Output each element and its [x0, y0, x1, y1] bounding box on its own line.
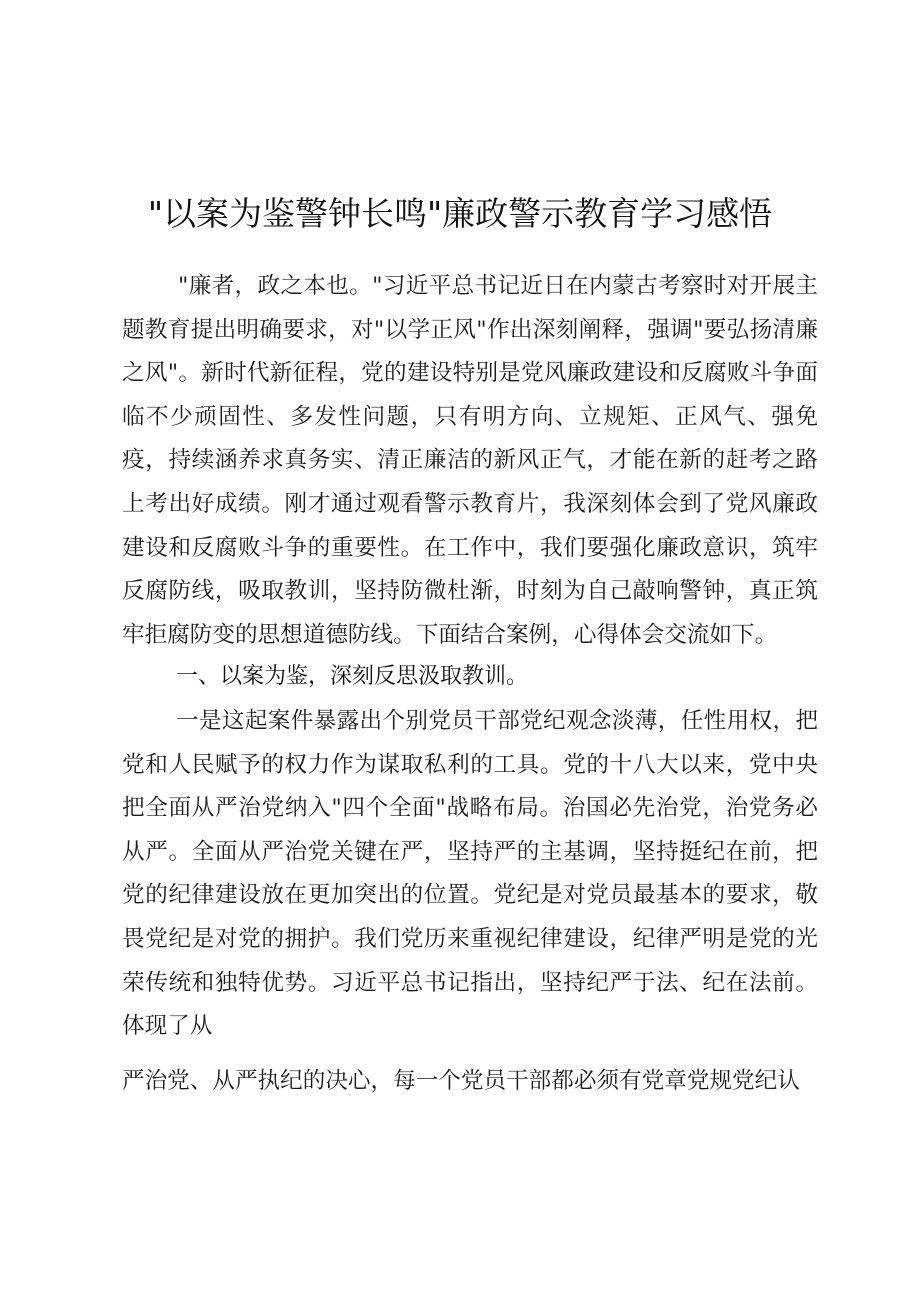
section-one-heading: 一、以案为鉴，深刻反思汲取教训。	[176, 664, 529, 689]
intro-paragraph: "廉者，政之本也。"习近平总书记近日在内蒙古考察时对开展主题教育提出明确要求，对"以学正风"作出深刻阐释，强调"要弘扬清廉之风"。新时代新征程，党的建设特别是党风廉政建设和反腐败斗争面临不少顽固性、多发性问题，只有明方向、立规矩、正风气、强免疫，持续涵养求真务实、清正廉洁的新风正气，才能在新的赶考之路上考出好成绩。刚才通过观看警示教育片，我深刻体会到了党风廉政建设和反腐败斗争的重要性。在工作中，我们要强化廉政意识，筑牢反腐防线，吸取教训，坚持防微杜渐，时刻为自己敲响警钟，真正筑牢拒腐防变的思想道德防线。下面结合案例，心得体会交流如下。	[122, 273, 818, 648]
document-title: "以案为鉴警钟长鸣"廉政警示教育学习感悟	[147, 194, 773, 233]
continuation-paragraph: 严治党、从严执纪的决心，每一个党员干部都必须有党章党规党纪认	[122, 1068, 800, 1094]
section-one-paragraph: 一是这起案件暴露出个别党员干部党纪观念淡薄，任性用权，把党和人民赋予的权力作为谋取私利的工具。党的十八大以来，党中央把全面从严治党纳入"四个全面"战略布局。治国必先治党，治党务必从严。全面从严治党关键在严，坚持严的主基调，坚持挺纪在前，把党的纪律建设放在更加突出的位置。党纪是对党员最基本的要求，敬畏党纪是对党的拥护。我们党历来重视纪律建设，纪律严明是党的光荣传统和独特优势。习近平总书记指出，坚持纪严于法、纪在法前。体现了从	[122, 708, 818, 1040]
